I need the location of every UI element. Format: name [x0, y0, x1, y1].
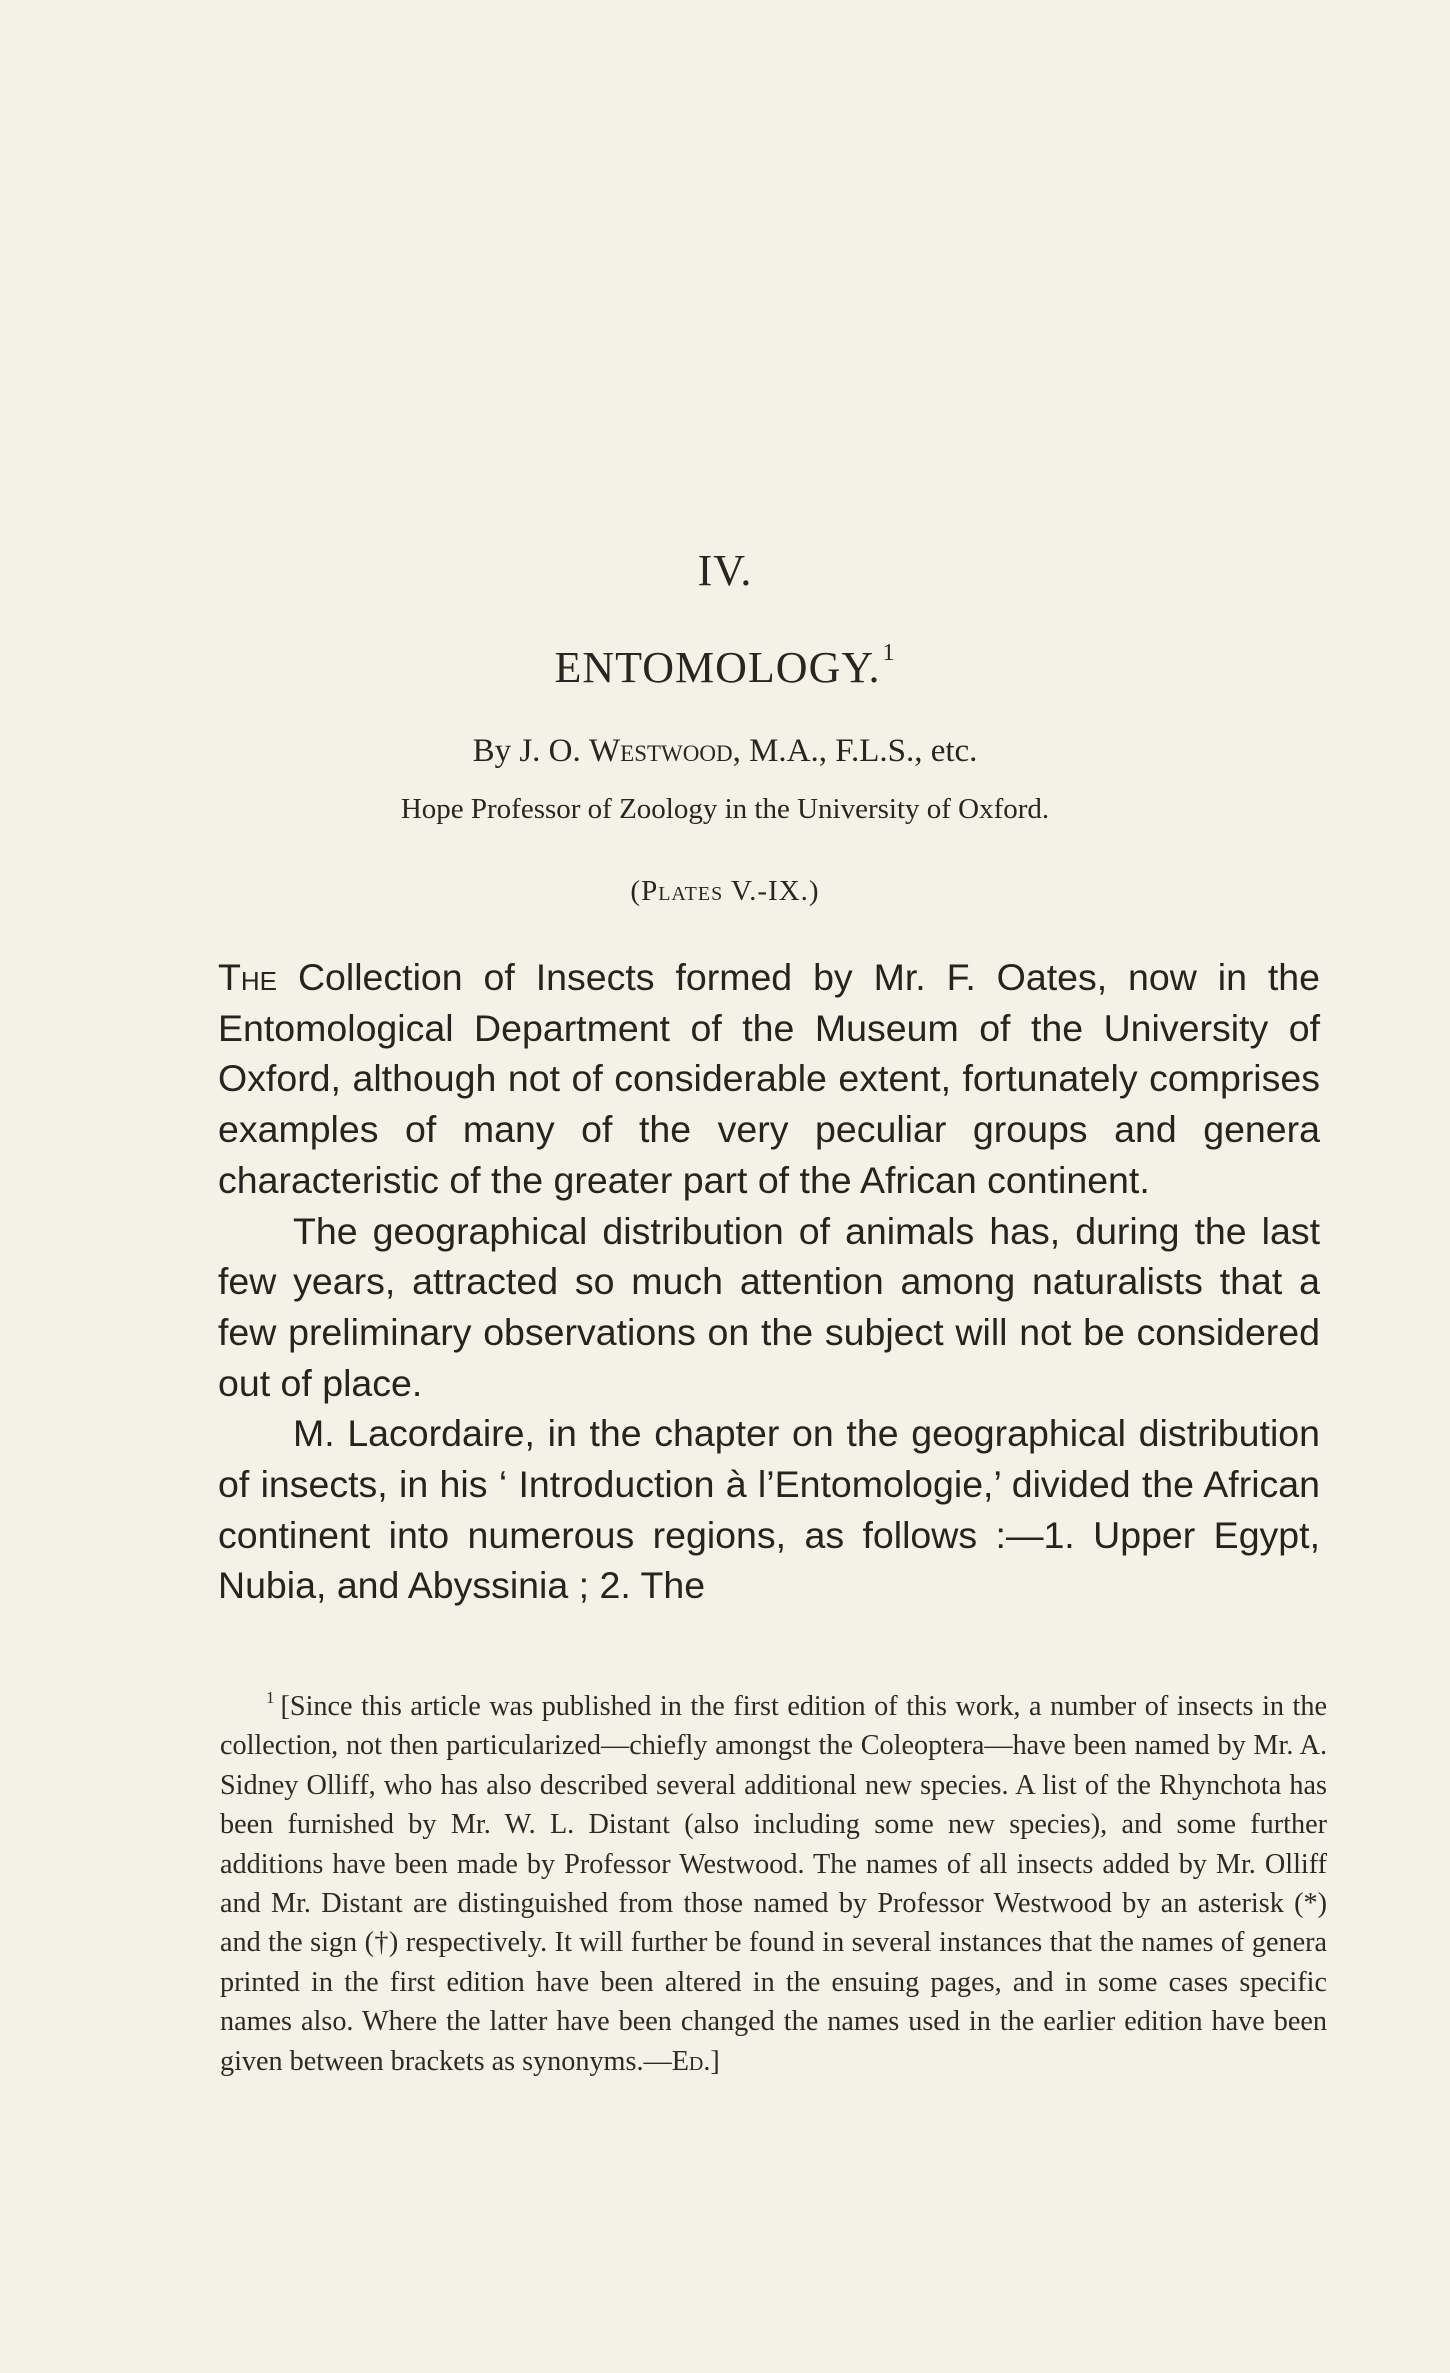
chapter-number: IV.: [697, 546, 753, 595]
chapter-title: [0, 640, 1450, 693]
author-byline: [0, 733, 1450, 770]
paragraph-2: The geographical distribution of animals has, during the last few years, attracted so much attention among naturalists that a few preliminary observations on the subject will not be considered out of place.: [218, 1209, 1320, 1404]
footnote-paragraph: [220, 1678, 1327, 2081]
plates-word: Plates: [641, 875, 724, 907]
footnote: [220, 1678, 1327, 2081]
main-text: [218, 952, 1320, 1611]
byline-prefix: By J. O.: [472, 733, 589, 769]
paragraph-3: M. Lacordaire, in the chapter on the geographical distribution of insects, in his ‘ Introduction à l’Entomologie,’ divided the African continent into numerous regions, as follows :—1. Upper Egypt, Nubia, and Abyssinia ; 2. The: [218, 1412, 1320, 1607]
author-name: Westwood: [589, 733, 733, 769]
footnote-text: [Since this article was published in the first edition of this work, a number of insects in the collection, not then particularized—chiefly amongst the Coleoptera—have been named by Mr. A. Sidney Olliff, who has also described several additional new species. A list of the Rhynchota has been furnished by Mr. W. L. Distant (also including some new species), and some further additions have been made by Professor Westwood. The names of all insects added by Mr. Olliff and Mr. Distant are distinguished from those named by Professor Westwood by an asterisk (*) and the sign (†) respectively. It will further be found in several instances that the names of genera printed in the first edition have been altered in the ensuing pages, and in some cases specific names also. Where the latter have been changed the names used in the earlier edition have been given between brackets as synonyms.—: [220, 1691, 1327, 2077]
plates-open: (: [630, 875, 642, 907]
chapter-title-text: ENTOMOLOGY.: [554, 643, 881, 692]
footnote-close: ]: [710, 2045, 720, 2077]
footnote-mark: 1: [266, 1688, 275, 1707]
author-affiliation: Hope Professor of Zoology in the University of Oxford.: [400, 793, 1050, 825]
footnote-editor: Ed.: [671, 2045, 711, 2077]
paragraph-1: [218, 952, 1320, 1206]
title-footnote-mark: 1: [882, 640, 896, 666]
plates-reference: [0, 875, 1450, 908]
paragraph-1-lead: The: [218, 956, 278, 998]
plates-range: V.-IX.): [723, 875, 820, 907]
paragraph-1-text: Collection of Insects formed by Mr. F. Oates, now in the Entomological Department of the Museum of the University of Oxford, although not of considerable extent, fortunately comprises examples of many of the very peculiar groups and genera characteristic of the greater part of the African continent.: [218, 956, 1320, 1201]
byline-suffix: , M.A., F.L.S., etc.: [732, 733, 978, 769]
